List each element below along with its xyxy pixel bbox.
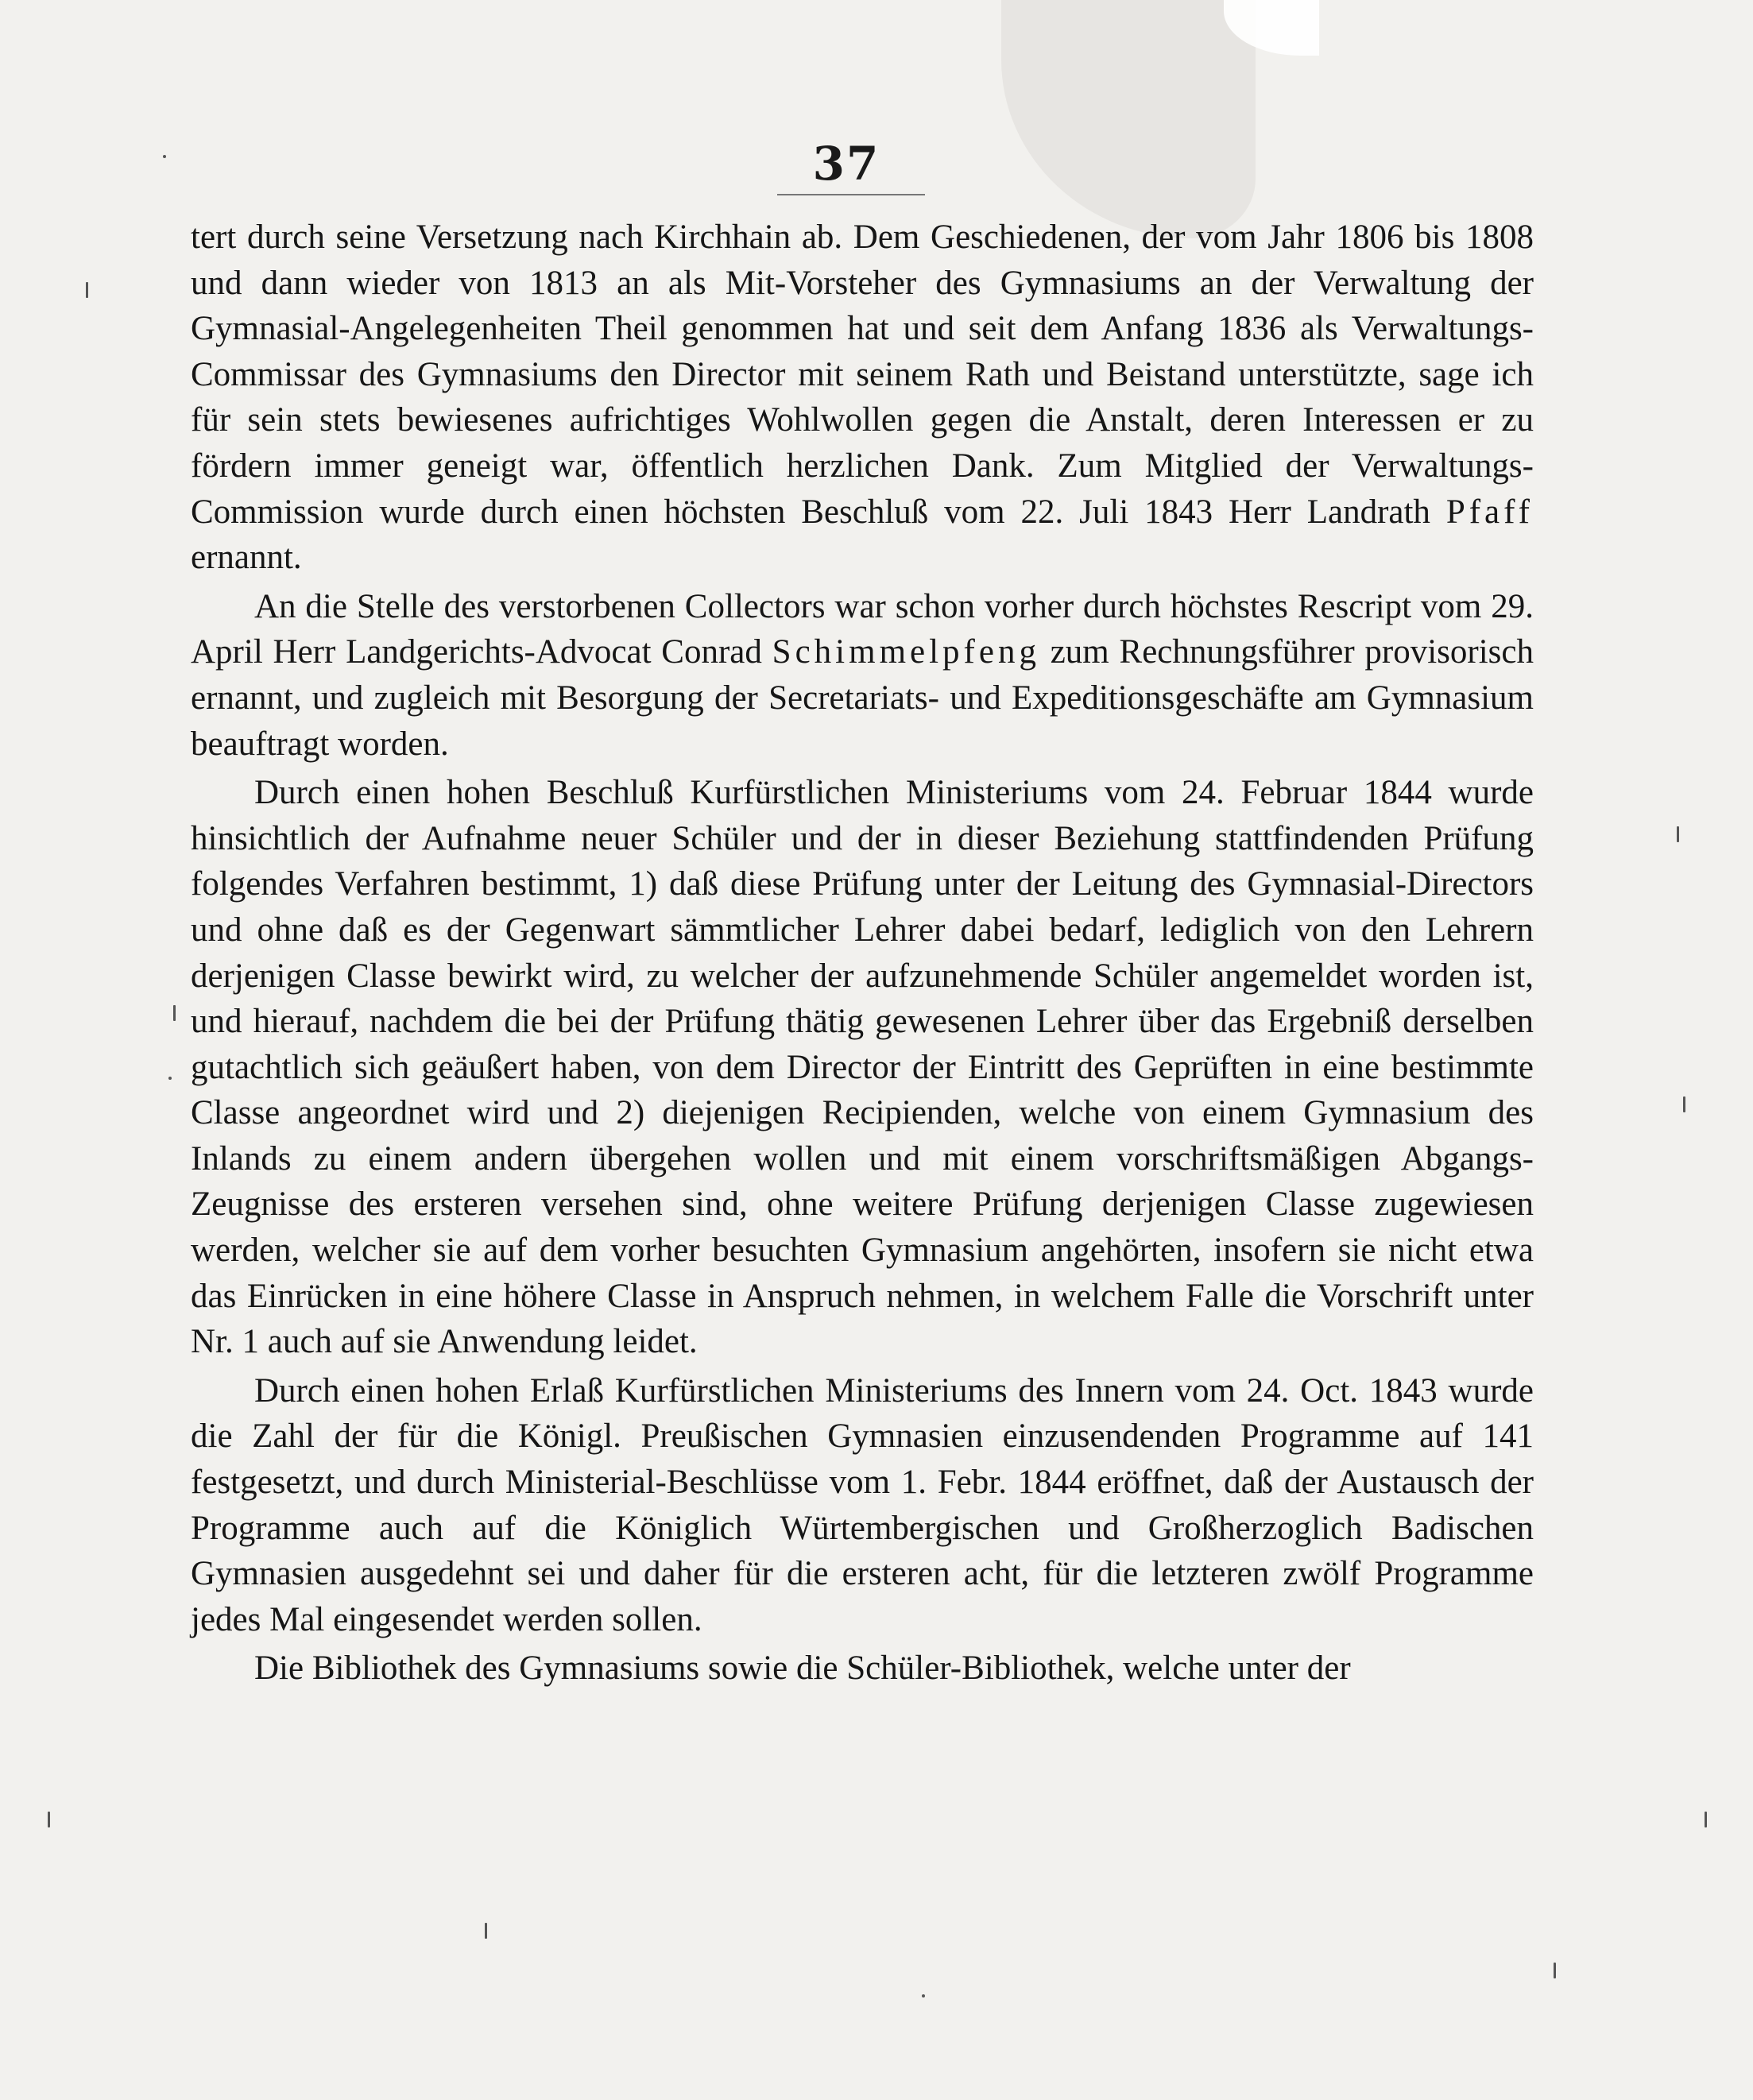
paper-speck (48, 1812, 50, 1827)
paragraph-4 (191, 1368, 1534, 1643)
text-run: ernannt. (191, 539, 302, 577)
header-rule (777, 194, 925, 195)
spaced-name: Schimmelpfeng (772, 633, 1040, 671)
paper-speck (1683, 1096, 1685, 1112)
paper-speck (1554, 1963, 1556, 1978)
text-run: zum Rechnungsführer provisorisch ernannt, und zugleich mit Besorgung der Secretariats- und Expeditionsgeschäfte am Gymnasium beauftragt worden. (191, 633, 1534, 763)
paper-speck (1677, 826, 1679, 842)
text-run: tert durch seine Versetzung nach Kirchhain ab. Dem Geschiedenen, der vom Jahr 1806 bis 1808 und dann wieder von 1813 an als Mit-Vorsteher des Gymnasiums an der Verwaltung der Gymnasial-Angelegenheiten Theil genommen hat und seit dem Anfang 1836 als Verwaltungs-Commissar des Gymnasiums den Director mit seinem Rath und Beistand unterstützte, sage ich für sein stets bewiesenes aufrichtiges Wohlwollen gegen die Anstalt, deren Interessen er zu fördern immer geneigt war, öffentlich herzlichen Dank. Zum Mitglied der Verwaltungs-Commission wurde durch einen höchsten Beschluß vom 22. Juli 1843 Herr Landrath (191, 219, 1534, 531)
paper-speck (173, 1005, 176, 1021)
paragraph-1 (191, 215, 1534, 581)
text-run: Durch einen hohen Beschluß Kurfürstlichen Ministeriums vom 24. Februar 1844 wurde hinsichtlich der Aufnahme neuer Schüler und der in dieser Beziehung stattfindenden Prüfung folgendes Verfahren bestimmt, 1) daß diese Prüfung unter der Leitung des Gymnasial-Directors und ohne daß es der Gegenwart sämmtlicher Lehrer dabei bedarf, lediglich von den Lehrern derjenigen Classe bewirkt wird, zu welcher der aufzunehmende Schüler angemeldet worden ist, und hierauf, nachdem die bei der Prüfung thätig gewesenen Lehrer über das Ergebniß derselben gutachtlich sich geäußert haben, von dem Director der Eintritt des Geprüften in eine bestimmte Classe angeordnet wird und 2) diejenigen Recipienden, welche von einem Gymnasium des Inlands zu einem andern übergehen wollen und mit einem vorschriftsmäßigen Abgangs-Zeugnisse des ersteren versehen sind, ohne weitere Prüfung derjenigen Classe zugewiesen werden, welcher sie auf dem vorher besuchten Gymnasium angehörten, insofern sie nicht etwa das Einrücken in eine höhere Classe in Anspruch nehmen, in welchem Falle die Vorschrift unter Nr. 1 auch auf sie Anwendung leidet. (191, 774, 1534, 1361)
paragraph-5 (191, 1646, 1534, 1692)
paper-speck (163, 155, 166, 158)
paper-speck (485, 1923, 487, 1939)
paper-speck (86, 282, 88, 298)
text-run: Durch einen hohen Erlaß Kurfürstlichen Ministeriums des Innern vom 24. Oct. 1843 wurde die Zahl der für die Königl. Preußischen Gymnasien einzusendenden Programme auf 141 festgesetzt, und durch Ministerial-Beschlüsse vom 1. Febr. 1844 eröffnet, daß der Austausch der Programme auch auf die Königlich Würtembergischen und Großherzoglich Badischen Gymnasien ausgedehnt sei und daher für die ersteren acht, für die letzteren zwölf Programme jedes Mal eingesendet werden sollen. (191, 1371, 1534, 1638)
spaced-name: Pfaff (1445, 493, 1534, 531)
page-number: 37 (812, 137, 880, 191)
text-run: An die Stelle des verstorbenen Collectors war schon vorher durch höchstes Rescript vom 29. April Herr Landgerichts-Advocat Conrad (191, 587, 1534, 671)
text-run: Die Bibliothek des Gymnasiums sowie die Schüler-Bibliothek, welche unter der (254, 1649, 1351, 1688)
paper-speck (168, 1077, 172, 1080)
paper-speck (922, 1994, 925, 1998)
paragraph-2 (191, 584, 1534, 767)
paper-speck (1705, 1812, 1707, 1827)
paragraph-3 (191, 770, 1534, 1365)
torn-corner-shadow (1001, 0, 1256, 238)
body-text (191, 215, 1534, 1695)
